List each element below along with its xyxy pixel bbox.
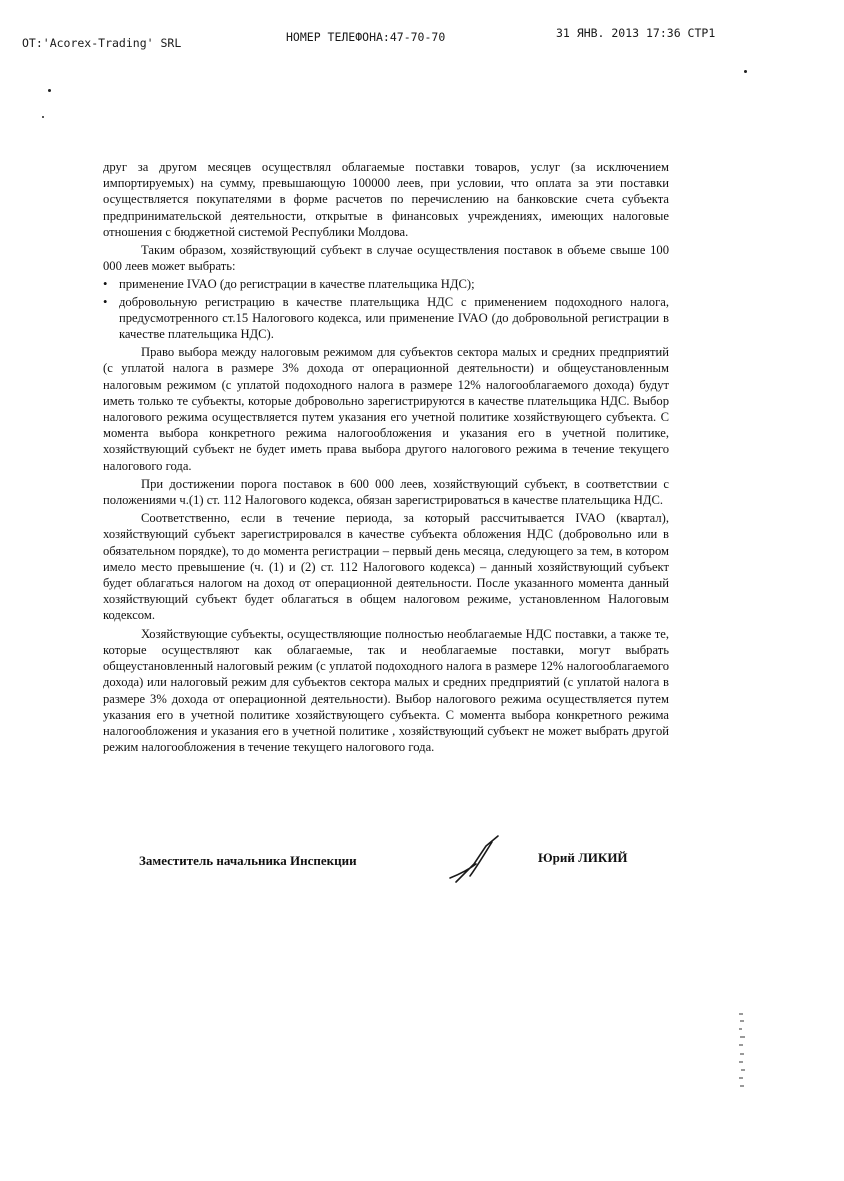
paragraph: Таким образом, хозяйствующий субъект в случае осуществления поставок в объеме свыше 100 000 леев может выбрать: [103, 243, 669, 274]
paragraph: При достижении порога поставок в 600 000 леев, хозяйствующий субъект, в соответствии с положениями ч.(1) ст. 112 Налогового кодекса, обязан зарегистрироваться в качестве плательщика НДС. [103, 476, 669, 508]
paragraph: Право выбора между налоговым режимом для субъектов сектора малых и средних предприятий (с уплатой налога в размере 3% дохода от операционной деятельности) и общеустановленным налоговым режимом (с уплатой подоходного налога в размере 12% налогооблагаемого дохода) будут иметь только те субъекты, которые добровольно зарегистрируются в качестве плательщика НДС. Выбор налогового режима осуществляется путем указания его учетной политике хозяйствующего субъекта. С момента выбора конкретного режима налогообложения и указания его в учетной политике, хозяйствующий субъект не будет иметь права выбора другого налогового режима в течение текущего налогового года. [103, 345, 669, 473]
scan-speck [48, 89, 51, 92]
fax-phone-number: НОМЕР ТЕЛЕФОНА:47-70-70 [286, 30, 446, 44]
fax-sender: OT:'Acorex-Trading' SRL [22, 36, 182, 50]
scan-edge-noise [738, 1010, 746, 1090]
scan-speck [42, 116, 44, 118]
list-item: • применение IVAO (до регистрации в качестве плательщика НДС); [103, 276, 669, 292]
options-list [103, 276, 669, 342]
fax-date-page: 31 ЯНВ. 2013 17:36 СТР1 [556, 26, 716, 40]
scan-speck [744, 70, 747, 73]
list-item: • добровольную регистрацию в качестве плательщика НДС с применением подоходного налога, предусмотренного ст.15 Налогового кодекса, или применение IVAO (до добровольной регистрации в качестве плательщика НДС). [103, 294, 669, 343]
paragraph: друг за другом месяцев осуществлял облагаемые поставки товаров, услуг (за исключением импортируемых) на сумму, превышающую 100000 леев, при условии, что оплата за эти поставки осуществляется покупателями в форме расчетов по перечислению на банковские счета субъекта предпринимательской деятельности, открытые в финансовых учреждениях, имеющих налоговые отношения с бюджетной системой Республики Молдова. [103, 160, 669, 239]
paragraph: Хозяйствующие субъекты, осуществляющие полностью необлагаемые НДС поставки, а также те, которые осуществляют как облагаемые, так и необлагаемые поставки, могут выбрать общеустановленный налоговый режим (с уплатой подоходного налога в размере 12% налогооблагаемого дохода) или налоговый режим для субъектов сектора малых и средних предприятий (с уплатой налога в размере 3% дохода от операционной деятельности). Выбор налогового режима осуществляется путем указания его в учетной политике хозяйствующего субъекта. С момента выбора конкретного режима налогообложения и указания его в учетной политике , хозяйствующий субъект не может выбрать другой режим налогообложения в течение текущего налогового года. [103, 626, 669, 755]
handwritten-signature [446, 834, 506, 888]
paragraph: Соответственно, если в течение периода, за который рассчитывается IVAO (квартал), хозяйствующий субъект зарегистрировался в качестве субъекта обложения НДС (добровольно или в обязательном порядке), то до момента регистрации – первый день месяца, следующего за тем, в котором имело место превышение (ч. (1) и (2) ст. 112 Налогового кодекса) – данный хозяйствующий субъект будет облагаться налогом на доход от операционной деятельности. После указанного момента данный хозяйствующий субъект будет облагаться в общем налоговом режиме, установленном Налоговым кодексом. [103, 511, 669, 623]
fax-header [0, 26, 844, 50]
signatory-name: Юрий ЛИКИЙ [538, 850, 628, 865]
signature-block [0, 848, 844, 898]
letter-body [103, 159, 669, 757]
signatory-title: Заместитель начальника Инспекции [139, 853, 357, 868]
